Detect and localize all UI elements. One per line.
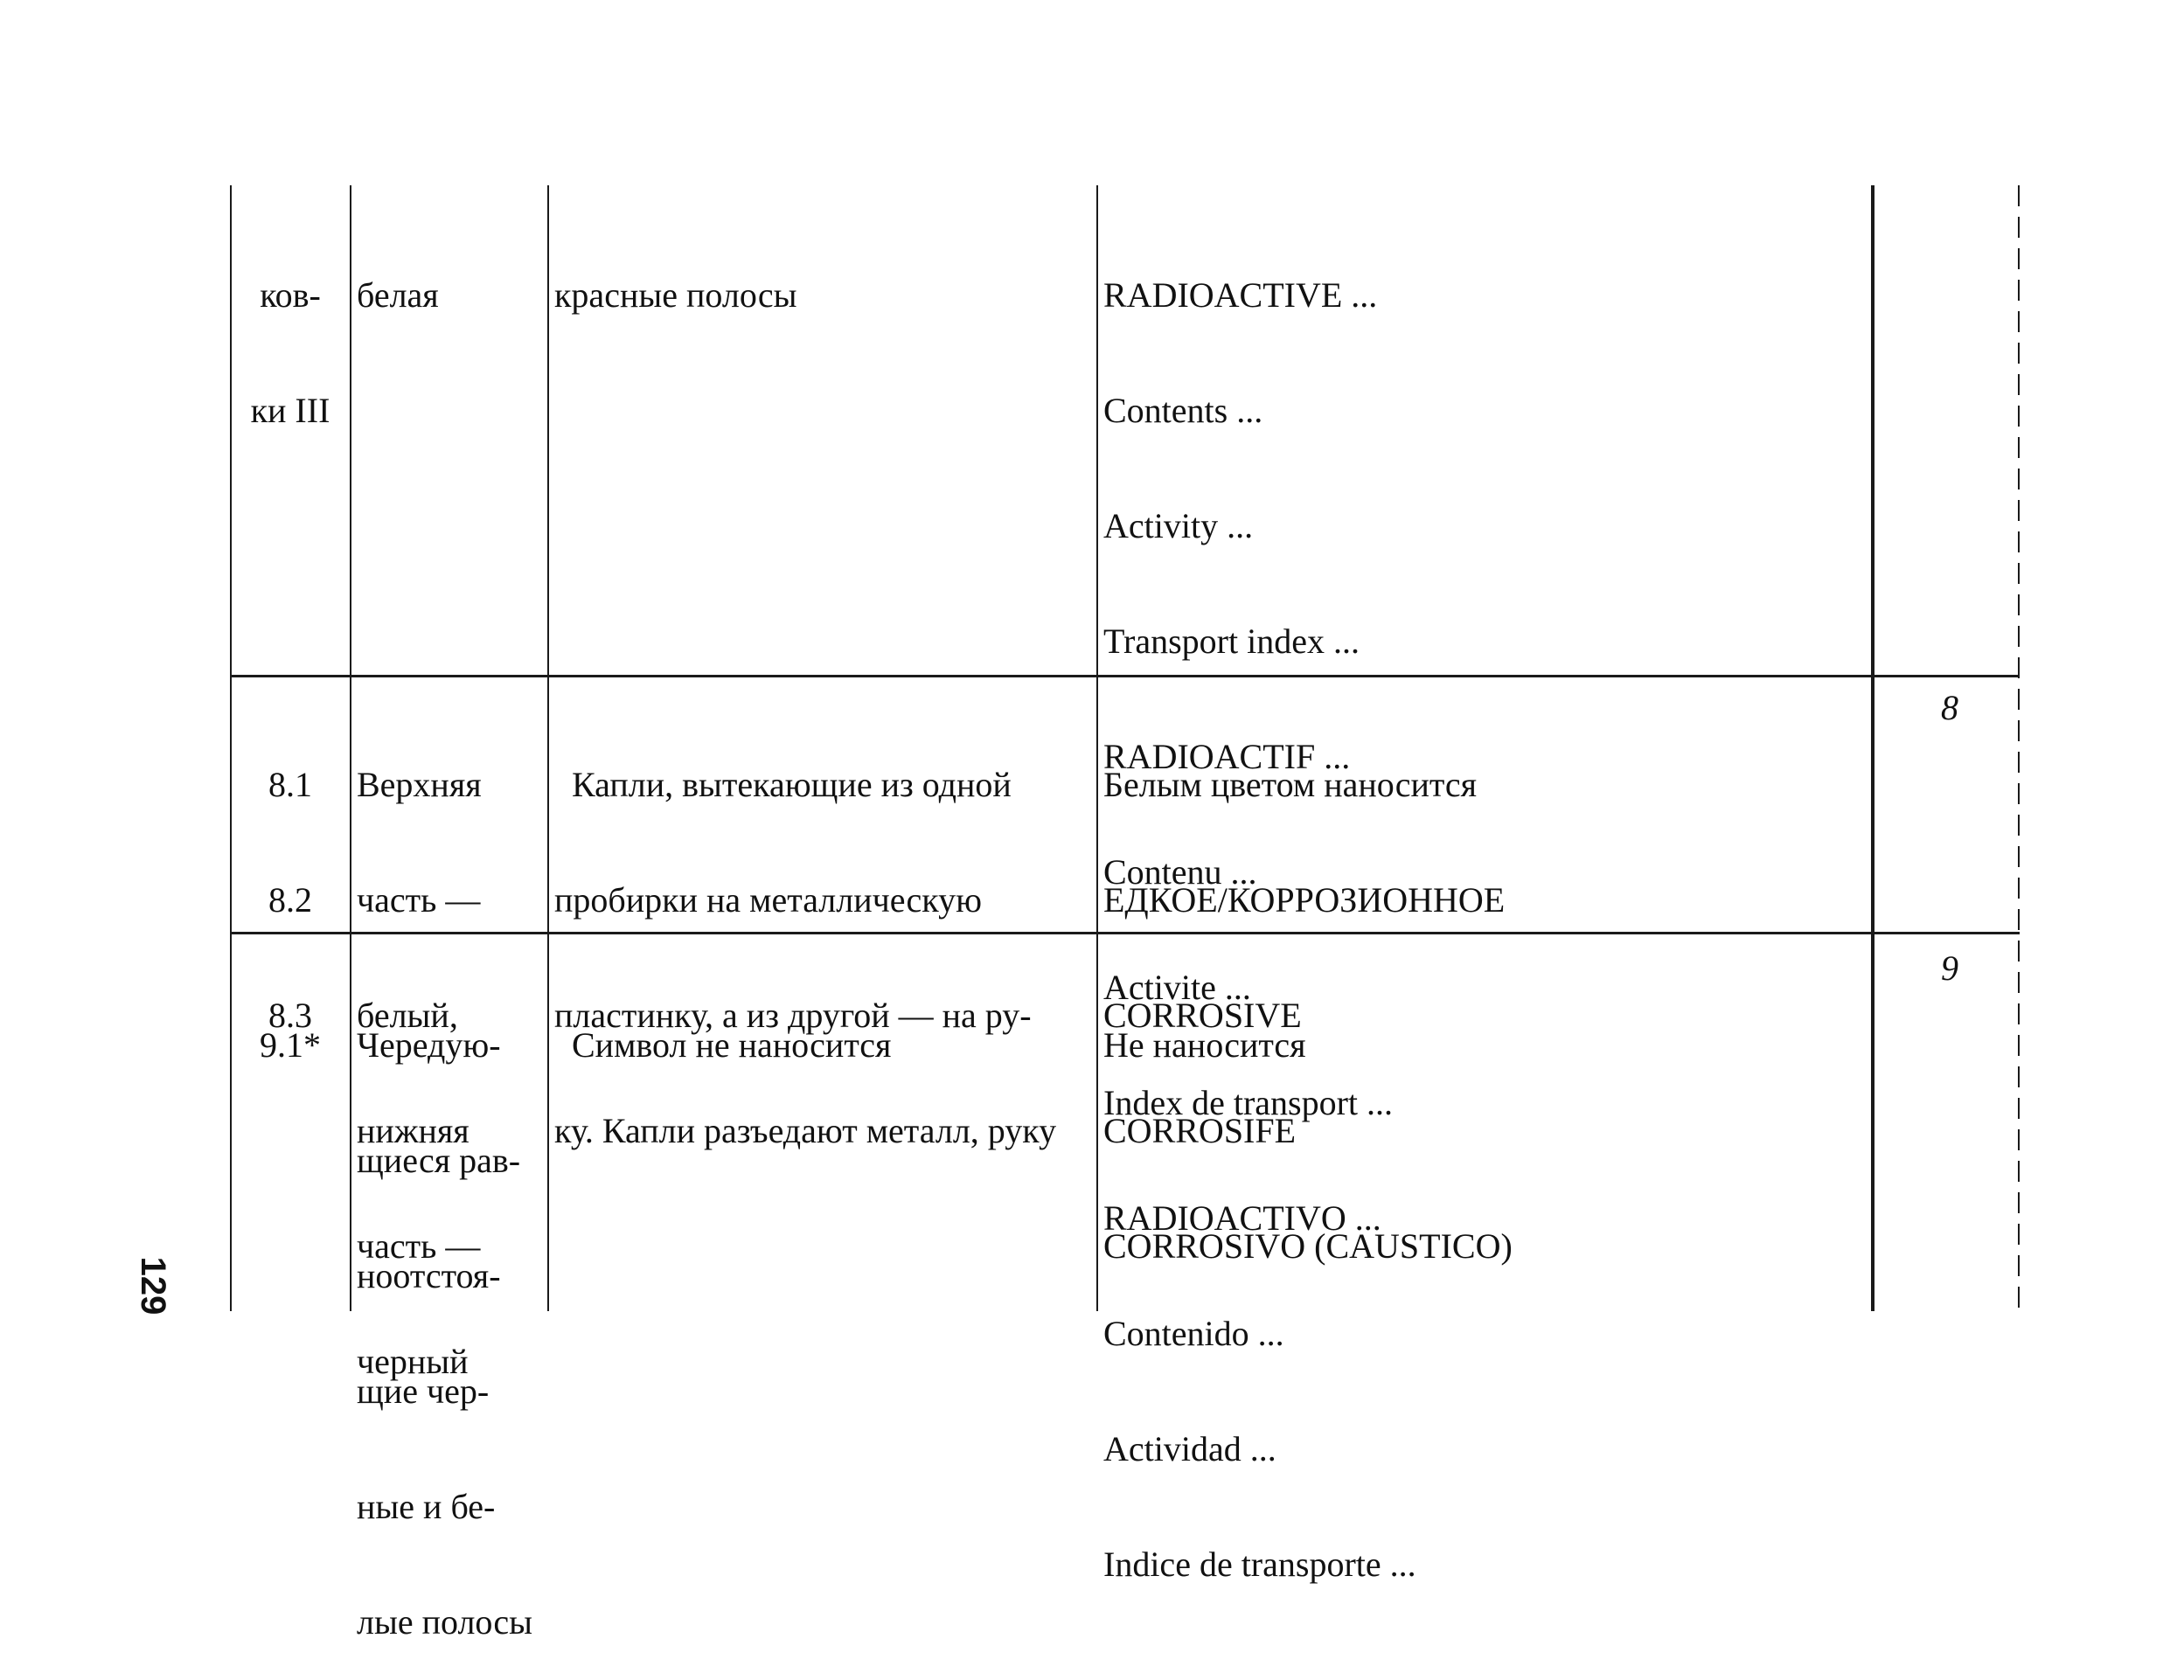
row3-color: Чередую- щиеся рав- ноотстоя- щие чер- ные и бе- лые полосы: [357, 1025, 533, 1642]
column-divider-2: [547, 185, 549, 1311]
row1-inscription: RADIOACTIVE ... Contents ... Activity ... Transport index ... RADIOACTIF ... Contenu ... Activite ... Index de transport ... RADIOACTIVO ... Contenido ... Actividad ... Indice de transporte ...: [1103, 275, 1416, 1584]
table-left-border: [230, 185, 232, 1311]
column-divider-3: [1096, 185, 1098, 1311]
row1-code: ков- ки III: [250, 275, 330, 430]
row2-color: Верхняя часть — белый, нижняя часть — черный: [357, 765, 482, 1381]
page-number: 129: [134, 1256, 173, 1316]
row3-inscription: Не наносится: [1103, 1025, 1306, 1065]
row3-class-number: 9: [1941, 948, 1958, 988]
row2-inscription: Белым цветом наносится ЕДКОЕ/КОРРОЗИОННОЕ CORROSIVE CORROSIFE CORROSIVO (CAUSTICO): [1103, 765, 1513, 1266]
row3-code: 9.1*: [260, 1025, 321, 1065]
column-divider-4: [1871, 185, 1874, 1311]
row2-code: 8.1 8.2 8.3: [268, 765, 312, 1035]
column-divider-1: [350, 185, 351, 1311]
row3-symbol: Символ не наносится: [554, 1025, 892, 1065]
row1-symbol: красные полосы: [554, 275, 797, 315]
row1-color: белая: [357, 275, 439, 315]
row2-symbol: Капли, вытекающие из одной пробирки на металлическую пластинку, а из другой — на ру- ку. Капли разъедают металл, руку: [554, 765, 1057, 1150]
table-right-border: [2018, 185, 2020, 1311]
row2-class-number: 8: [1941, 688, 1958, 727]
